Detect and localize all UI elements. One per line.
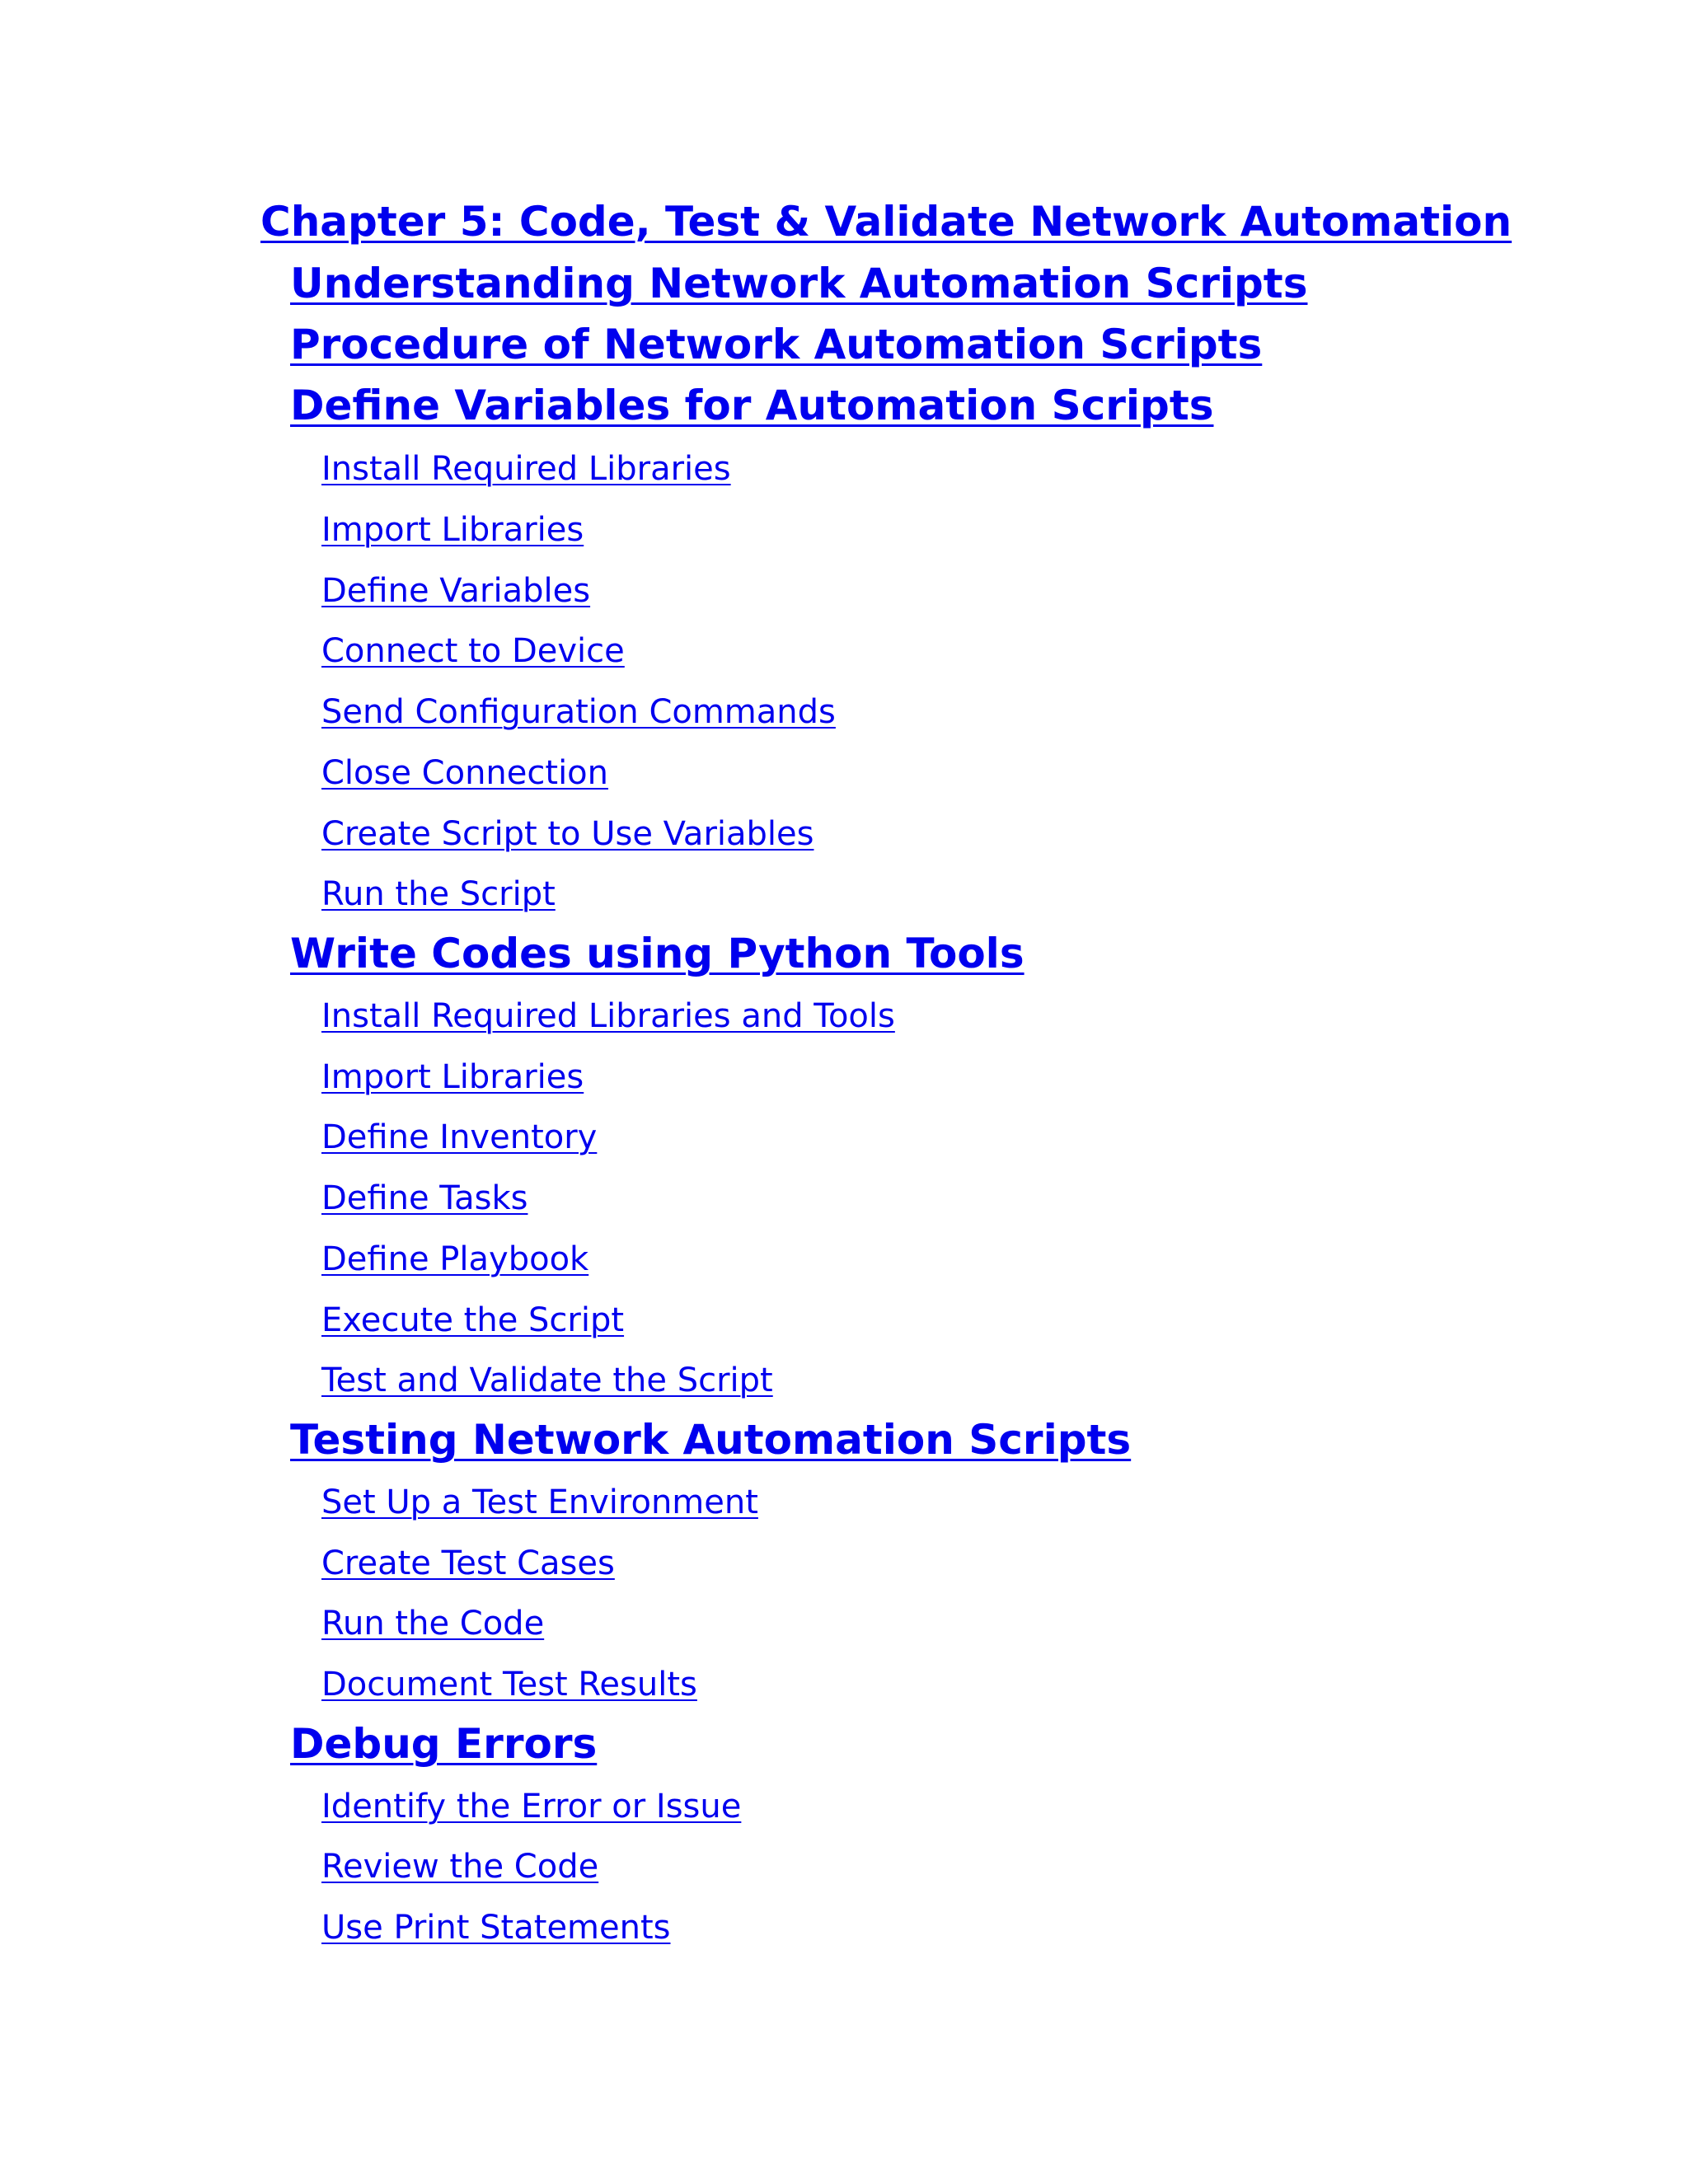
toc-chapter-link[interactable]: Chapter 5: Code, Test & Validate Network Automation bbox=[260, 198, 1512, 246]
toc-section-link[interactable]: Understanding Network Automation Scripts bbox=[290, 260, 1308, 307]
toc-subsection-link[interactable]: Define Inventory bbox=[321, 1118, 598, 1156]
toc-subsection-link[interactable]: Import Libraries bbox=[321, 1058, 584, 1096]
toc-section-link[interactable]: Define Variables for Automation Scripts bbox=[290, 382, 1214, 429]
toc-subsection-link[interactable]: Use Print Statements bbox=[321, 1909, 671, 1947]
toc-subsection-link[interactable]: Define Variables bbox=[321, 572, 591, 610]
toc-subsection-link[interactable]: Execute the Script bbox=[321, 1301, 625, 1339]
toc-subsection-link[interactable]: Connect to Device bbox=[321, 632, 625, 670]
toc-subsection-link[interactable]: Review the Code bbox=[321, 1848, 599, 1886]
toc-section-link[interactable]: Procedure of Network Automation Scripts bbox=[290, 321, 1263, 368]
toc-subsection-link[interactable]: Import Libraries bbox=[321, 511, 584, 549]
toc-subsection-link[interactable]: Define Tasks bbox=[321, 1179, 528, 1217]
toc-subsection-link[interactable]: Close Connection bbox=[321, 754, 609, 792]
toc-subsection-link[interactable]: Install Required Libraries and Tools bbox=[321, 997, 895, 1035]
toc-subsection-link[interactable]: Identify the Error or Issue bbox=[321, 1788, 742, 1825]
toc-subsection-link[interactable]: Create Script to Use Variables bbox=[321, 815, 814, 853]
toc-subsection-link[interactable]: Run the Code bbox=[321, 1605, 545, 1643]
toc-subsection-link[interactable]: Document Test Results bbox=[321, 1666, 697, 1704]
toc-subsection-link[interactable]: Define Playbook bbox=[321, 1240, 589, 1278]
toc-subsection-link[interactable]: Test and Validate the Script bbox=[321, 1361, 773, 1399]
toc-subsection-link[interactable]: Install Required Libraries bbox=[321, 450, 731, 488]
toc-section-link[interactable]: Debug Errors bbox=[290, 1720, 598, 1768]
toc-subsection-link[interactable]: Create Test Cases bbox=[321, 1544, 615, 1582]
toc-section-link[interactable]: Testing Network Automation Scripts bbox=[290, 1416, 1132, 1464]
toc-subsection-link[interactable]: Run the Script bbox=[321, 875, 556, 913]
toc-subsection-link[interactable]: Send Configuration Commands bbox=[321, 693, 836, 731]
toc-section-link[interactable]: Write Codes using Python Tools bbox=[290, 930, 1025, 977]
toc-subsection-link[interactable]: Set Up a Test Environment bbox=[321, 1483, 758, 1521]
